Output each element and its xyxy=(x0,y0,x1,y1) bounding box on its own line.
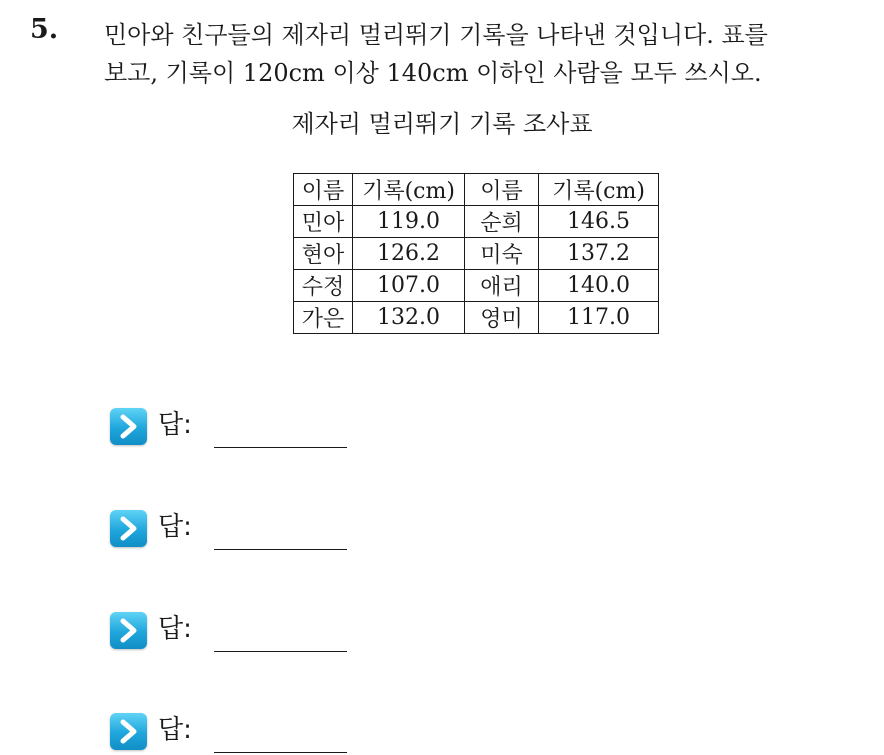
question-text-line2: 보고, 기록이 120cm 이상 140cm 이하인 사람을 모두 쓰시오. xyxy=(104,59,762,87)
table-cell-record: 117.0 xyxy=(539,302,659,334)
table-cell-name: 수정 xyxy=(294,270,353,302)
header-name-2: 이름 xyxy=(465,174,539,206)
answer-blank[interactable] xyxy=(214,447,347,448)
answer-blank[interactable] xyxy=(214,549,347,550)
answer-label: 답: xyxy=(158,410,192,440)
table-cell-name: 민아 xyxy=(294,206,353,238)
question-text-line1: 민아와 친구들의 제자리 멀리뛰기 기록을 나타낸 것입니다. 표를 xyxy=(104,21,768,49)
table-cell-record: 132.0 xyxy=(353,302,465,334)
table-cell-record: 107.0 xyxy=(353,270,465,302)
answer-row-3 xyxy=(110,608,370,648)
answer-label: 답: xyxy=(158,512,192,542)
chevron-right-icon xyxy=(110,510,147,547)
answer-blank[interactable] xyxy=(214,651,347,652)
header-record-1: 기록(cm) xyxy=(353,174,465,206)
answer-label: 답: xyxy=(158,614,192,644)
table-row xyxy=(294,206,659,238)
table-row xyxy=(294,270,659,302)
table-row xyxy=(294,302,659,334)
chevron-right-icon xyxy=(110,408,147,445)
answer-label: 답: xyxy=(158,715,192,745)
answer-blank[interactable] xyxy=(214,752,347,753)
records-table xyxy=(293,173,659,334)
header-name-1: 이름 xyxy=(294,174,353,206)
question-number: 5. xyxy=(30,14,59,45)
chevron-right-icon xyxy=(110,713,147,750)
table-cell-record: 126.2 xyxy=(353,238,465,270)
table-cell-name: 현아 xyxy=(294,238,353,270)
table-row xyxy=(294,238,659,270)
table-cell-record: 119.0 xyxy=(353,206,465,238)
answer-row-2 xyxy=(110,506,370,546)
table-header-row xyxy=(294,174,659,206)
table-cell-name: 가은 xyxy=(294,302,353,334)
table-cell-name: 미숙 xyxy=(465,238,539,270)
table-cell-name: 순희 xyxy=(465,206,539,238)
table-cell-name: 애리 xyxy=(465,270,539,302)
answer-row-4 xyxy=(110,709,370,749)
header-record-2: 기록(cm) xyxy=(539,174,659,206)
table-cell-record: 137.2 xyxy=(539,238,659,270)
chevron-right-icon xyxy=(110,612,147,649)
answer-row-1 xyxy=(110,404,370,444)
table-cell-name: 영미 xyxy=(465,302,539,334)
table-title: 제자리 멀리뛰기 기록 조사표 xyxy=(291,110,593,138)
table-cell-record: 140.0 xyxy=(539,270,659,302)
table-cell-record: 146.5 xyxy=(539,206,659,238)
